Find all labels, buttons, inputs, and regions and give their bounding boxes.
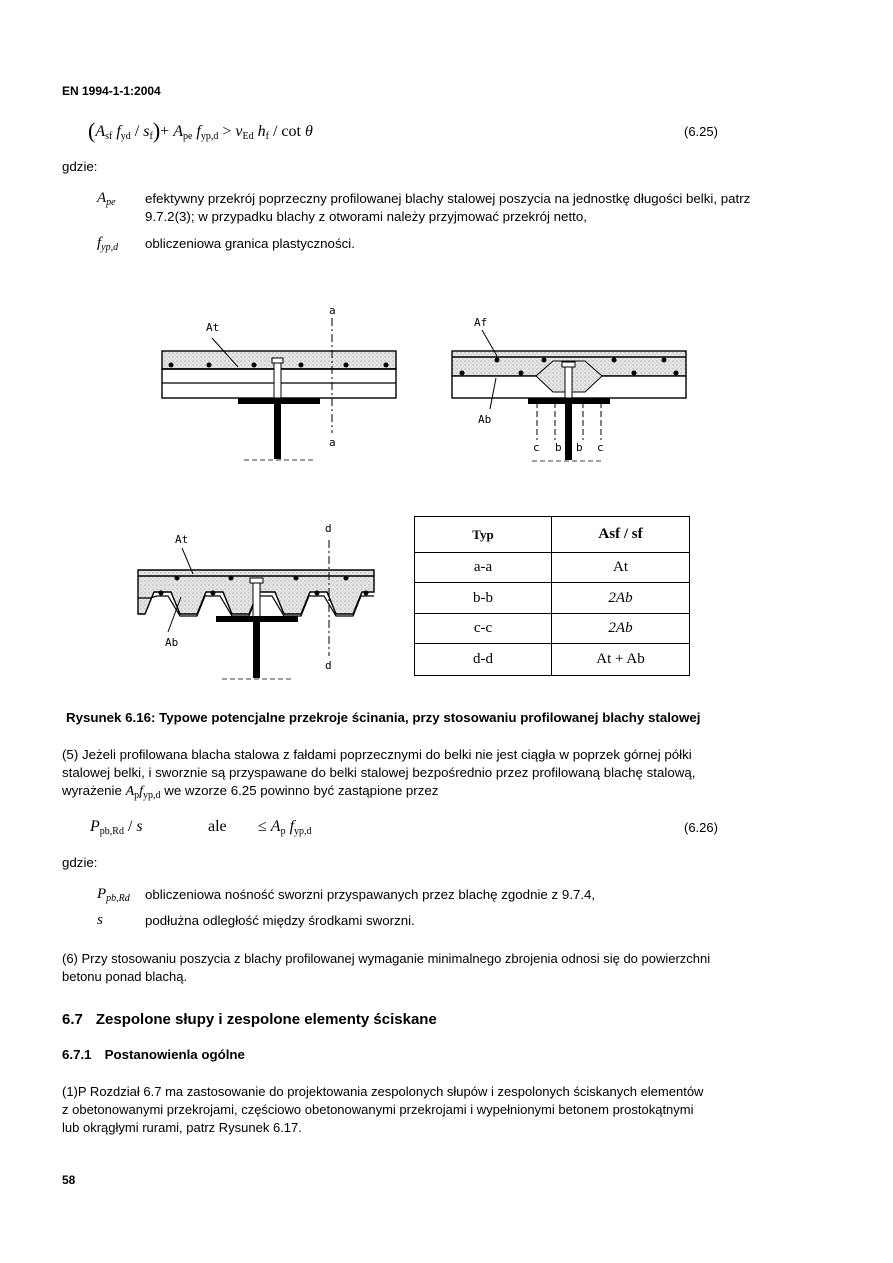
subsection-heading	[62, 1047, 245, 1062]
table-head-typ: Typ	[415, 517, 552, 553]
eq-a-pe: A	[173, 123, 183, 140]
eq-gt: >	[218, 123, 236, 140]
eq-nu: ν	[235, 123, 243, 140]
label-d-top: d	[325, 522, 332, 535]
subsection-title: Postanowienla ogólne	[104, 1047, 245, 1062]
eq-a-sf-sub: sf	[105, 131, 113, 142]
eq-s: s	[136, 818, 143, 835]
paragraph-1p-line-3: lub okrągłymi rurami, patrz Rysunek 6.17.	[62, 1120, 302, 1135]
def-symbol-fypd: $f_{yp,d}$	[97, 235, 119, 253]
paragraph-6-line-1: (6) Przy stosowaniu poszycia z blachy profilowanej wymaganie minimalnego zbrojenia odnosi się do powierzchni	[62, 951, 711, 966]
eq-slash: /	[130, 123, 144, 140]
section-number: 6.7	[62, 1011, 83, 1028]
eq-f-yp: f	[289, 818, 295, 835]
section-drawing-d	[138, 522, 374, 679]
table-row	[415, 643, 690, 675]
eq-paren-close: )	[152, 118, 161, 143]
eq-p: P	[90, 818, 100, 835]
eq-theta: θ	[304, 123, 313, 140]
def-text-fypd: obliczeniowa granica plastyczności.	[145, 236, 355, 251]
paragraph-5-line-1: (5) Jeżeli profilowana blacha stalowa z fałdami poprzecznymi do belki nie jest ciągła w poprzek górnej półki	[62, 747, 692, 762]
equation-6-25	[88, 118, 313, 144]
label-b-left: b	[555, 441, 562, 454]
section-drawing-bc	[452, 316, 686, 461]
eq-a-sf: A	[95, 123, 106, 140]
table-cell-value: At	[552, 553, 690, 583]
page-number: 58	[62, 1173, 76, 1187]
eq-paren-open: (	[88, 118, 96, 143]
eq-a-pe-sub: pe	[182, 131, 193, 142]
label-a-bottom: a	[329, 436, 336, 449]
table-cell-value: At + Ab	[596, 650, 645, 667]
eq-p-sub: pb,Rd	[99, 826, 124, 837]
paragraph-5-line-2: stalowej belki, i sworznie są przyspawane do belki stalowej bezpośrednio przez profilowaną blachę stalową,	[62, 765, 696, 780]
eq-a-p: A	[270, 818, 281, 835]
paragraph-1p	[62, 1083, 782, 1137]
section-drawing-a	[162, 304, 396, 460]
section-heading	[62, 1011, 437, 1028]
equation-6-26-ale: ale	[208, 818, 227, 835]
equation-6-26-right	[258, 818, 312, 836]
label-c-right: c	[597, 441, 604, 454]
def-text-s: podłużna odległość między środkami sworzni.	[145, 913, 415, 928]
paragraph-5-line-3: wyrażenie $A_pf_{yp,d}$ we wzorze 6.25 powinno być zastąpione przez	[62, 783, 439, 801]
paragraph-1p-line-1: (1)P Rozdział 6.7 ma zastosowanie do projektowania zespolonych słupów i zespolonych ściskanych elementów	[62, 1084, 704, 1099]
document-header: EN 1994-1-1:2004	[62, 84, 161, 98]
table-cell-typ: d-d	[415, 643, 552, 675]
table-row	[415, 613, 690, 643]
paragraph-5	[62, 746, 782, 801]
eq-f-ypd: f	[196, 123, 201, 140]
figure-caption: Rysunek 6.16: Typowe potencjalne przekroje ścinania, przy stosowaniu profilowanej blachy stalowej	[66, 710, 701, 725]
label-af-2: Af	[474, 316, 488, 329]
table-cell-typ: a-a	[415, 553, 552, 583]
label-at-1: At	[206, 321, 220, 334]
eq-h-sub: f	[265, 131, 269, 142]
table-cell-typ: b-b	[415, 583, 552, 613]
eq-a-p-sub: p	[280, 826, 286, 837]
eq-cot: / cot	[268, 123, 305, 140]
eq-plus: +	[160, 123, 174, 140]
equation-6-26-left	[90, 818, 143, 836]
label-ab-2: Ab	[478, 413, 492, 426]
label-ab-3: Ab	[165, 636, 179, 649]
table-head-value: Asf / sf	[552, 517, 690, 553]
eq-f-ypd-sub: yp,d	[200, 131, 219, 142]
where-label-2: gdzie:	[62, 855, 98, 870]
where-label: gdzie:	[62, 159, 98, 174]
eq-nu-sub: Ed	[242, 131, 254, 142]
table-row	[415, 553, 690, 583]
eq-f-yp-sub: yp,d	[294, 826, 312, 837]
def-text-ape: efektywny przekrój poprzeczny profilowanej blachy stalowej poszycia na jednostkę długości belki, patrz 9.7.2(3); w przypadku blachy z otworami należy przyjmować przekrój netto,	[145, 191, 751, 224]
subsection-number: 6.7.1	[62, 1047, 92, 1062]
paragraph-6	[62, 950, 782, 986]
table-cell-typ: c-c	[415, 613, 552, 643]
equation-number-6-26: (6.26)	[684, 820, 718, 835]
eq-le: ≤	[258, 818, 271, 835]
eq-slash-2: /	[123, 818, 137, 835]
table-row	[415, 583, 690, 613]
eq-f-yd-sub: yd	[120, 131, 131, 142]
table-cell-value: 2Ab	[552, 613, 690, 643]
paragraph-1p-line-2: z obetonowanymi przekrojami, częściowo obetonowanymi przekrojami i wypełnionymi betonem prostokątnymi	[62, 1102, 694, 1117]
def-symbol-ppbrd: $P_{pb,Rd}$	[97, 886, 130, 904]
label-c-left: c	[533, 441, 540, 454]
def-symbol-ape: $A_{pe}$	[97, 190, 116, 208]
eq-f-yd: f	[116, 123, 121, 140]
shear-plane-table	[414, 516, 690, 676]
def-text-ppbrd: obliczeniowa nośność sworzni przyspawanych przez blachę zgodnie z 9.7.4,	[145, 887, 596, 902]
eq-s-f-sub: f	[149, 131, 153, 142]
label-d-bottom: d	[325, 659, 332, 672]
table-cell-value: 2Ab	[552, 583, 690, 613]
eq-s-f: s	[143, 123, 150, 140]
section-title: Zespolone słupy i zespolone elementy ściskane	[95, 1011, 437, 1028]
paragraph-6-line-2: betonu ponad blachą.	[62, 969, 188, 984]
equation-number-6-25: (6.25)	[684, 124, 718, 139]
eq-h: h	[257, 123, 266, 140]
label-a-top: a	[329, 304, 336, 317]
label-b-right: b	[576, 441, 583, 454]
def-symbol-s: s	[97, 912, 103, 928]
label-at-3: At	[175, 533, 189, 546]
